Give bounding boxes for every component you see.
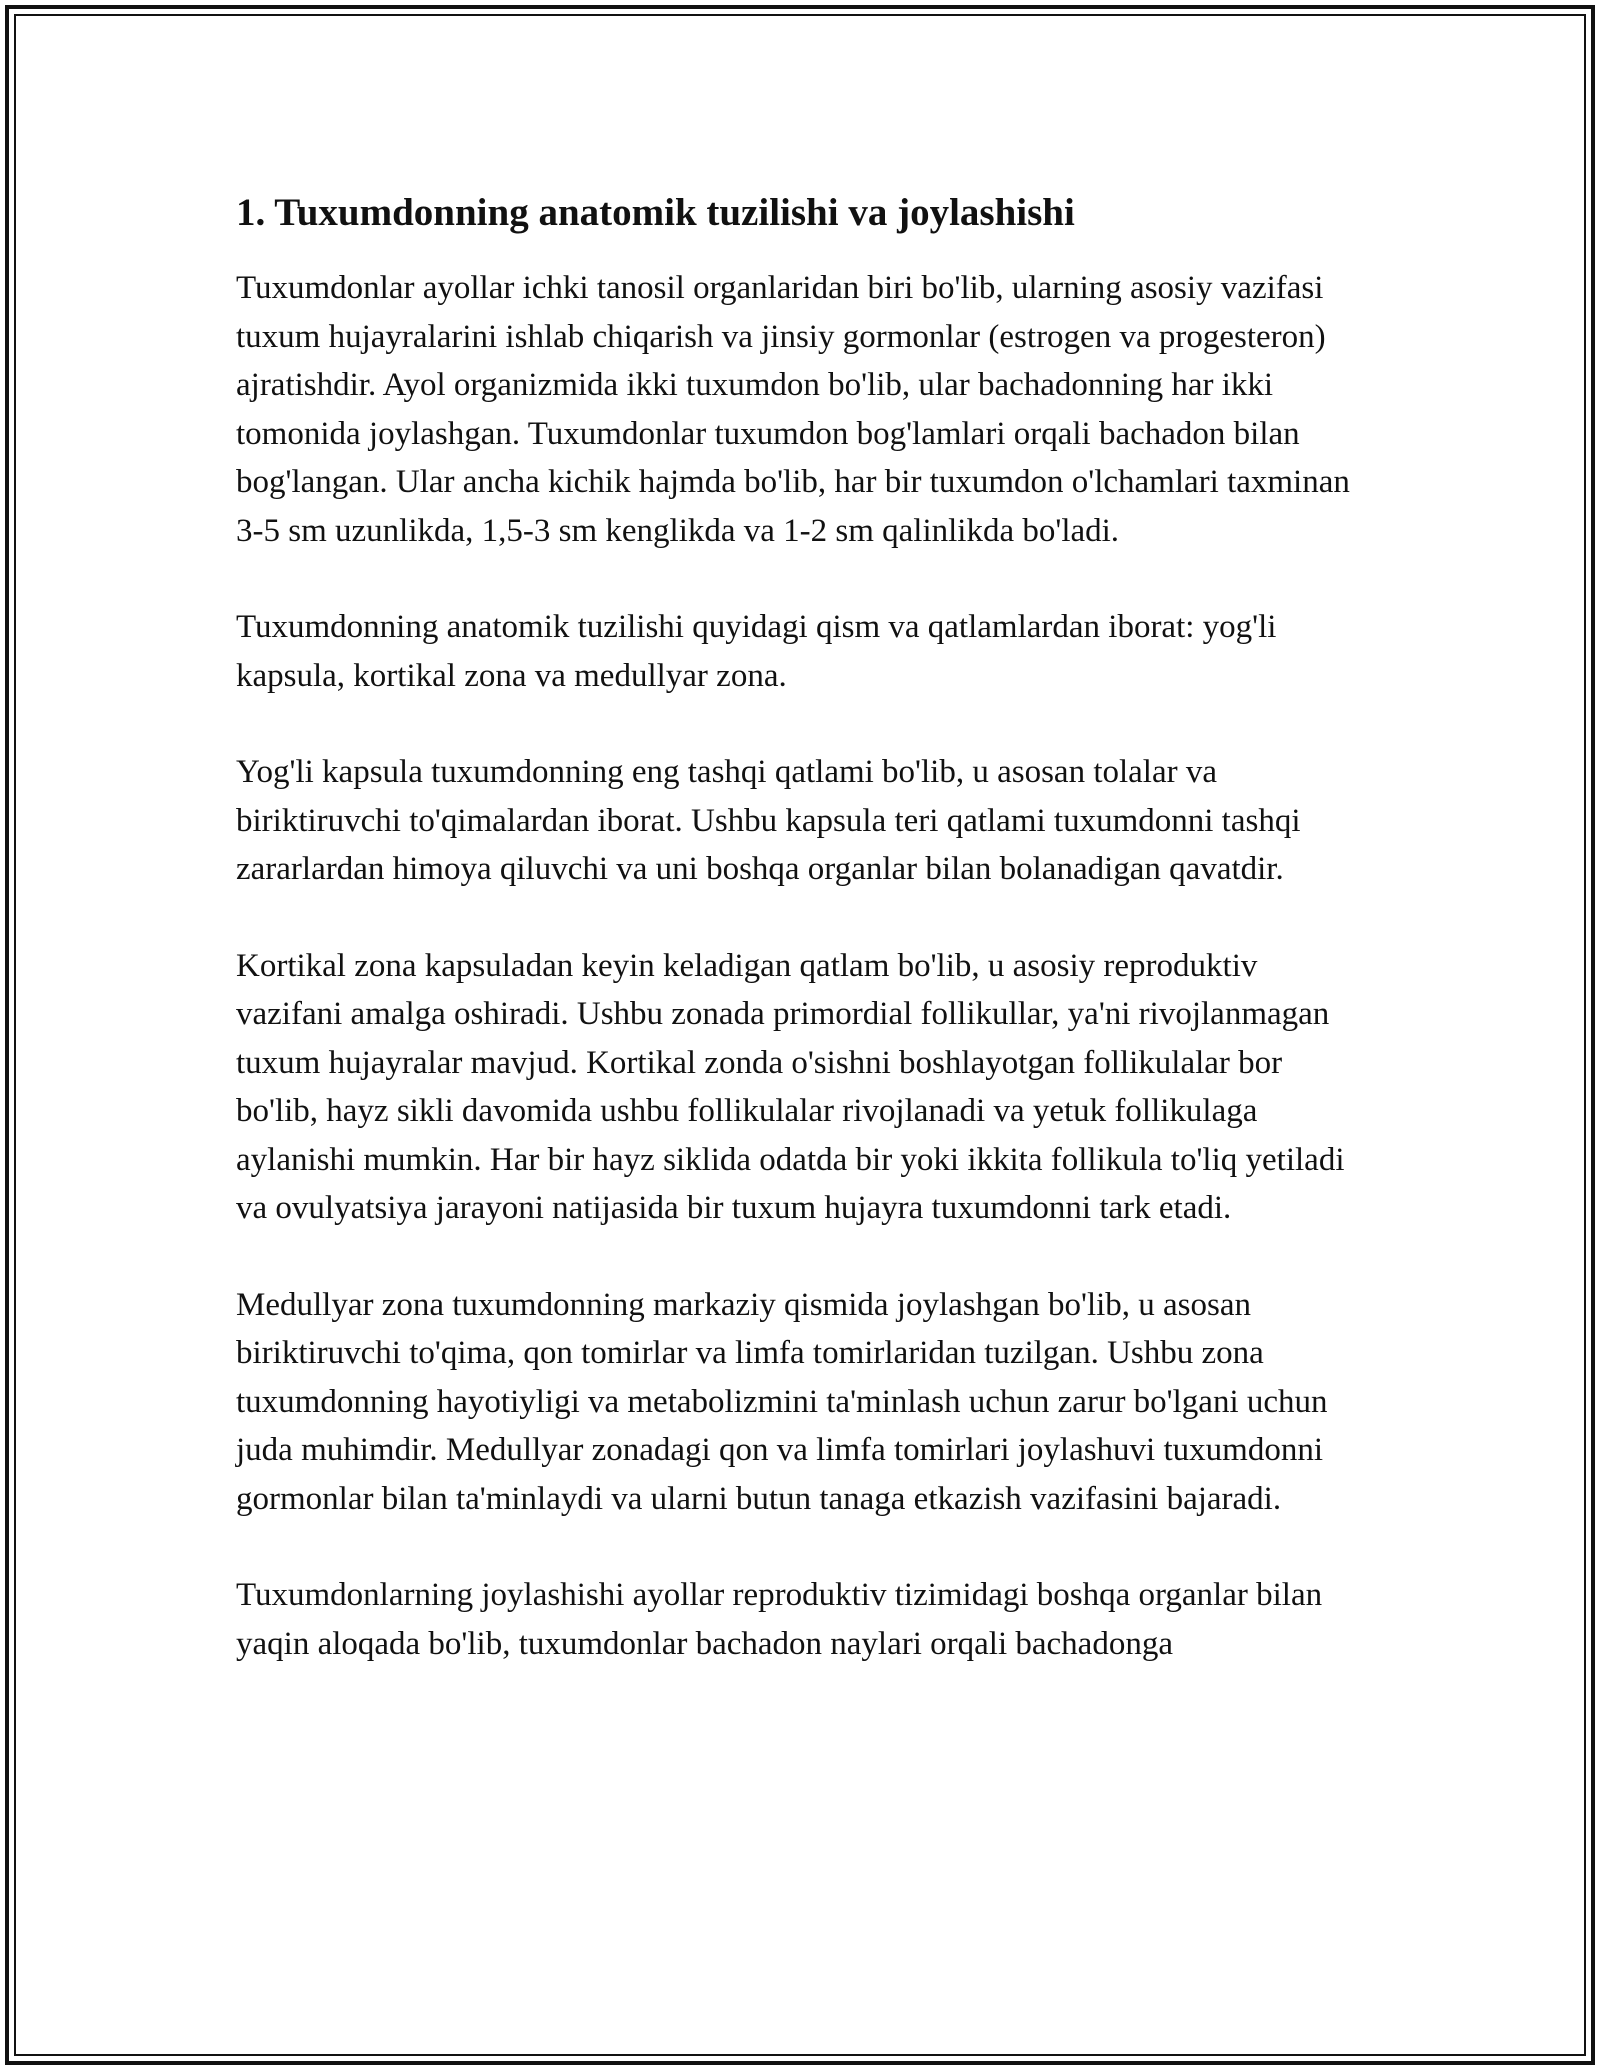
paragraph-intro: Tuxumdonlar ayollar ichki tanosil organlaridan biri bo'lib, ularning asosiy vazifasi tuxum hujayralarini ishlab chiqarish va jinsiy gormonlar (estrogen va progesteron) ajratishdir. Ayol organizmida ikki tuxumdon bo'lib, ular bachadonning har ikki tomonida joylashgan. Tuxumdonlar tuxumdon bog'lamlari orqali bachadon bilan bog'langan. Ular ancha kichik hajmda bo'lib, har bir tuxumdon o'lchamlari taxminan 3-5 sm uzunlikda, 1,5-3 sm kenglikda va 1-2 sm qalinlikda bo'ladi. xyxy=(236,270,1350,549)
section-heading: 1. Tuxumdonning anatomik tuzilishi va joylashishi xyxy=(236,191,1075,234)
paragraph-capsule: Yog'li kapsula tuxumdonning eng tashqi qatlami bo'lib, u asosan tolalar va biriktiruvchi to'qimalardan iborat. Ushbu kapsula teri qatlami tuxumdonni tashqi zararlardan himoya qiluvchi va uni boshqa organlar bilan bolanadigan qavatdir. xyxy=(236,754,1301,887)
paragraph-cortical-zone: Kortikal zona kapsuladan keyin keladigan qatlam bo'lib, u asosiy reproduktiv vazifani amalga oshiradi. Ushbu zonada primordial follikullar, ya'ni rivojlanmagan tuxum hujayralar mavjud. Kortikal zonda o'sishni boshlayotgan follikulalar bor bo'lib, hayz sikli davomida ushbu follikulalar rivojlanadi va yetuk follikulaga aylanishi mumkin. Har bir hayz siklida odatda bir yoki ikkita follikula to'liq yetiladi va ovulyatsiya jarayoni natijasida bir tuxum hujayra tuxumdonni tark etadi. xyxy=(236,947,1345,1226)
paragraph-location: Tuxumdonlarning joylashishi ayollar reproduktiv tizimidagi boshqa organlar bilan yaqin aloqada bo'lib, tuxumdonlar bachadon naylari orqali bachadonga xyxy=(236,1577,1323,1662)
paragraph-structure: Tuxumdonning anatomik tuzilishi quyidagi qism va qatlamlardan iborat: yog'li kapsula, kortikal zona va medullyar zona. xyxy=(236,609,1277,694)
document-body xyxy=(236,188,1368,1716)
paragraph-medullary-zone: Medullyar zona tuxumdonning markaziy qismida joylashgan bo'lib, u asosan biriktiruvchi to'qima, qon tomirlar va limfa tomirlaridan tuzilgan. Ushbu zona tuxumdonning hayotiyligi va metabolizmini ta'minlash uchun zarur bo'lgani uchun juda muhimdir. Medullyar zonadagi qon va limfa tomirlari joylashuvi tuxumdonni gormonlar bilan ta'minlaydi va ularni butun tanaga etkazish vazifasini bajaradi. xyxy=(236,1286,1328,1517)
